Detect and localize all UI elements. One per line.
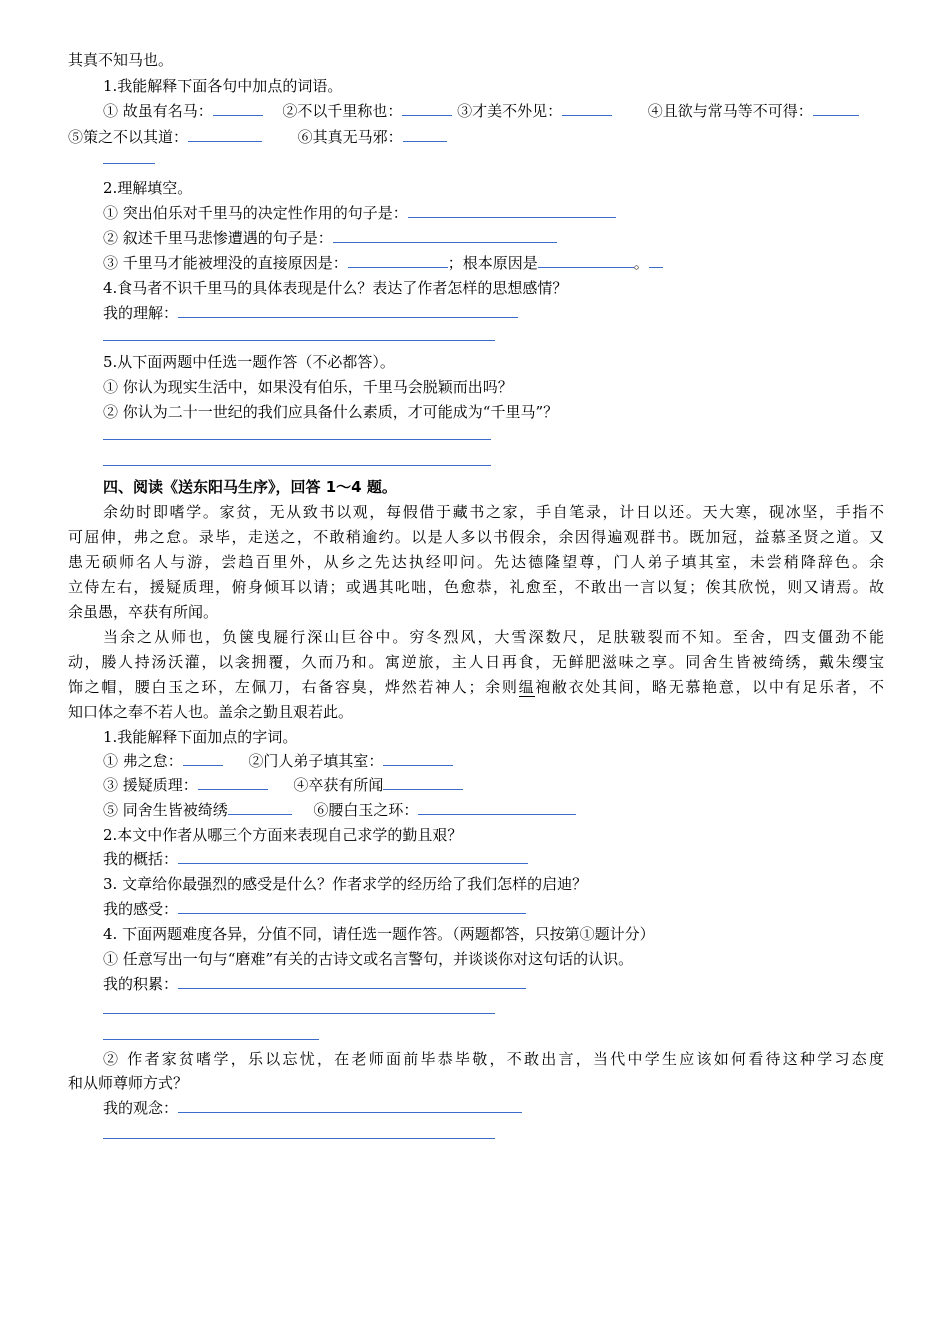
q1-blank-6[interactable] bbox=[403, 127, 447, 142]
s4q4-answer1-line2 bbox=[103, 999, 495, 1019]
q4-answer-2 bbox=[103, 326, 495, 346]
q5-answer-1 bbox=[103, 425, 491, 445]
s4q4-item2-line2: 和从师尊师方式？ bbox=[68, 1074, 189, 1092]
q1-title: 1.我能解释下面各句中加点的词语。 bbox=[103, 77, 343, 95]
s4q1-item-2: ②门人弟子填其室： bbox=[248, 752, 384, 770]
s4q1-blank-2[interactable] bbox=[383, 751, 453, 766]
q2-row3 bbox=[103, 253, 663, 273]
s4q4-title: 4. 下面两题难度各异，分值不同，请任选一题作答。（两题都答，只按第①题计分） bbox=[103, 925, 655, 943]
s4q4-item2-line1: ② 作者家贫嗜学，乐以忘忧，在老师面前毕恭毕敬，不敢出言，当代中学生应该如何看待这种学习态度 bbox=[103, 1050, 884, 1068]
s4q2-blank[interactable] bbox=[178, 849, 528, 864]
q1-item-5: ⑤策之不以其道： bbox=[68, 128, 189, 146]
q1-row1 bbox=[103, 101, 859, 121]
q2-blank-3[interactable] bbox=[348, 253, 448, 268]
s4q3-answer bbox=[103, 899, 526, 919]
q5-item-1: ① 你认为现实生活中，如果没有伯乐，千里马会脱颖而出吗？ bbox=[103, 378, 513, 396]
s4q1-title: 1.我能解释下面加点的字词。 bbox=[103, 728, 298, 746]
passage-p1-line4: 立侍左右，援疑质理，俯身倾耳以请；或遇其叱咄，色愈恭，礼愈至，不敢出一言以复；俟其欣悦，则又请焉。故 bbox=[68, 578, 884, 596]
q4-title: 4.食马者不识千里马的具体表现是什么？表达了作者怎样的思想感情？ bbox=[103, 279, 568, 297]
q2-blank-4[interactable] bbox=[538, 253, 634, 268]
s4q2-title: 2.本文中作者从哪三个方面来表现自己求学的勤且艰？ bbox=[103, 826, 463, 844]
s4q4-blank-3[interactable] bbox=[103, 1025, 319, 1040]
s4q4-blank-4[interactable] bbox=[178, 1098, 522, 1113]
s4q1-item-1: ① 弗之怠： bbox=[103, 752, 183, 770]
passage-p2-line3 bbox=[68, 677, 884, 697]
s4q1-blank-3[interactable] bbox=[198, 775, 268, 790]
passage-p1-line5: 余虽愚，卒获有所闻。 bbox=[68, 603, 219, 621]
q1-item-3: ③才美不外见： bbox=[457, 102, 563, 120]
s4q1-item-6: ⑥腰白玉之环： bbox=[313, 801, 419, 819]
q2-row2 bbox=[103, 228, 557, 248]
s4q2-answer bbox=[103, 849, 528, 869]
q2-row1 bbox=[103, 203, 616, 223]
s4q1-blank-1[interactable] bbox=[183, 751, 223, 766]
passage-p2-line1: 当余之从师也，负箧曳屣行深山巨谷中。穷冬烈风，大雪深数尺，足肤皲裂而不知。至舍，四支僵劲不能 bbox=[103, 628, 884, 646]
section4-title: 四、阅读《送东阳马生序》，回答 1～4 题。 bbox=[103, 478, 397, 496]
s4q4-answer1-line3 bbox=[103, 1025, 319, 1045]
q4-blank-2[interactable] bbox=[103, 326, 495, 341]
q1-row3 bbox=[103, 149, 155, 169]
q5-title: 5.从下面两题中任选一题作答（不必都答）。 bbox=[103, 353, 395, 371]
passage-p2-line4: 知口体之奉不若人也。盖余之勤且艰若此。 bbox=[68, 703, 354, 721]
q2-item-3: ③ 千里马才能被埋没的直接原因是： bbox=[103, 254, 348, 272]
q1-blank-4[interactable] bbox=[813, 101, 859, 116]
s4q4-item1: ① 任意写出一句与“磨难”有关的古诗文或名言警句，并谈谈你对这句话的认识。 bbox=[103, 950, 634, 968]
q5-blank-2[interactable] bbox=[103, 451, 491, 466]
q4-label: 我的理解： bbox=[103, 304, 179, 322]
passage-p2-line2: 动，媵人持汤沃灌，以衾拥覆，久而乃和。寓逆旅，主人日再食，无鲜肥滋味之享。同舍生皆被绮绣，戴朱缨宝 bbox=[68, 653, 884, 671]
passage-p2-line3-a: 饰之帽，腰白玉之环，左佩刀，右备容臭，烨然若神人；余则 bbox=[68, 678, 519, 696]
q1-blank-1[interactable] bbox=[213, 101, 263, 116]
s4q1-row2 bbox=[103, 775, 463, 795]
s4q4-label2: 我的观念： bbox=[103, 1099, 179, 1117]
q1-blank-2[interactable] bbox=[402, 101, 452, 116]
q1-blank-6-cont[interactable] bbox=[103, 149, 155, 164]
q2-item-3b: ；根本原因是 bbox=[447, 254, 538, 272]
s4q3-title: 3. 文章给你最强烈的感受是什么？作者求学的经历给了我们怎样的启迪？ bbox=[103, 875, 588, 893]
q1-row2 bbox=[68, 127, 447, 147]
q2-item-2: ② 叙述千里马悲惨遭遇的句子是： bbox=[103, 229, 333, 247]
s4q4-blank-1[interactable] bbox=[178, 974, 526, 989]
top-line: 其真不知马也。 bbox=[68, 51, 174, 69]
q4-blank-1[interactable] bbox=[178, 303, 518, 318]
s4q1-item-4: ④卒获有所闻 bbox=[293, 776, 384, 794]
q2-blank-4b bbox=[649, 253, 663, 268]
q4-answer bbox=[103, 303, 518, 323]
s4q4-blank-2[interactable] bbox=[103, 999, 495, 1014]
q5-blank-1[interactable] bbox=[103, 425, 491, 440]
passage-p1-line3: 患无硕师名人与游，尝趋百里外，从乡之先达执经叩问。先达德隆望尊，门人弟子填其室，未尝稍降辞色。余 bbox=[68, 553, 884, 571]
s4q1-blank-5[interactable] bbox=[228, 800, 292, 815]
s4q1-blank-6[interactable] bbox=[418, 800, 576, 815]
q2-blank-2[interactable] bbox=[333, 228, 557, 243]
q5-answer-2 bbox=[103, 451, 491, 471]
s4q4-answer2 bbox=[103, 1098, 522, 1118]
s4q3-label: 我的感受： bbox=[103, 900, 179, 918]
s4q4-blank-5[interactable] bbox=[103, 1124, 495, 1139]
s4q4-answer2-line2 bbox=[103, 1124, 495, 1144]
q1-item-1: ① 故虽有名马： bbox=[103, 102, 213, 120]
s4q1-blank-4[interactable] bbox=[383, 775, 463, 790]
q2-blank-1[interactable] bbox=[408, 203, 616, 218]
s4q2-label: 我的概括： bbox=[103, 850, 179, 868]
s4q1-item-3: ③ 援疑质理： bbox=[103, 776, 198, 794]
q2-item-1: ① 突出伯乐对千里马的决定性作用的句子是： bbox=[103, 204, 408, 222]
s4q3-blank[interactable] bbox=[178, 899, 526, 914]
q2-title: 2.理解填空。 bbox=[103, 179, 193, 197]
s4q1-row1 bbox=[103, 751, 453, 771]
q1-item-2: ②不以千里称也： bbox=[282, 102, 403, 120]
q1-blank-5[interactable] bbox=[188, 127, 262, 142]
passage-p1-line2: 可屈伸，弗之怠。录毕，走送之，不敢稍逾约。以是人多以书假余，余因得遍观群书。既加冠，益慕圣贤之道。又 bbox=[68, 528, 884, 546]
q1-blank-3[interactable] bbox=[562, 101, 612, 116]
q1-item-6: ⑥其真无马邪： bbox=[297, 128, 403, 146]
passage-p2-line3-b: 袍敝衣处其间，略无慕艳意，以中有足乐者，不 bbox=[535, 678, 884, 696]
passage-p1-line1: 余幼时即嗜学。家贫，无从致书以观，每假借于藏书之家，手自笔录，计日以还。天大寒，砚冰坚，手指不 bbox=[103, 503, 884, 521]
q1-item-4: ④且欲与常马等不可得： bbox=[647, 102, 813, 120]
s4q4-answer1 bbox=[103, 974, 526, 994]
s4q1-row3 bbox=[103, 800, 576, 820]
q2-item-3c: 。 bbox=[633, 254, 649, 272]
passage-p2-line3-underlined: 缊 bbox=[518, 678, 536, 696]
q5-item-2: ② 你认为二十一世纪的我们应具备什么素质，才可能成为“千里马”？ bbox=[103, 403, 559, 421]
s4q4-label1: 我的积累： bbox=[103, 975, 179, 993]
s4q1-item-5: ⑤ 同舍生皆被绮绣 bbox=[103, 801, 228, 819]
